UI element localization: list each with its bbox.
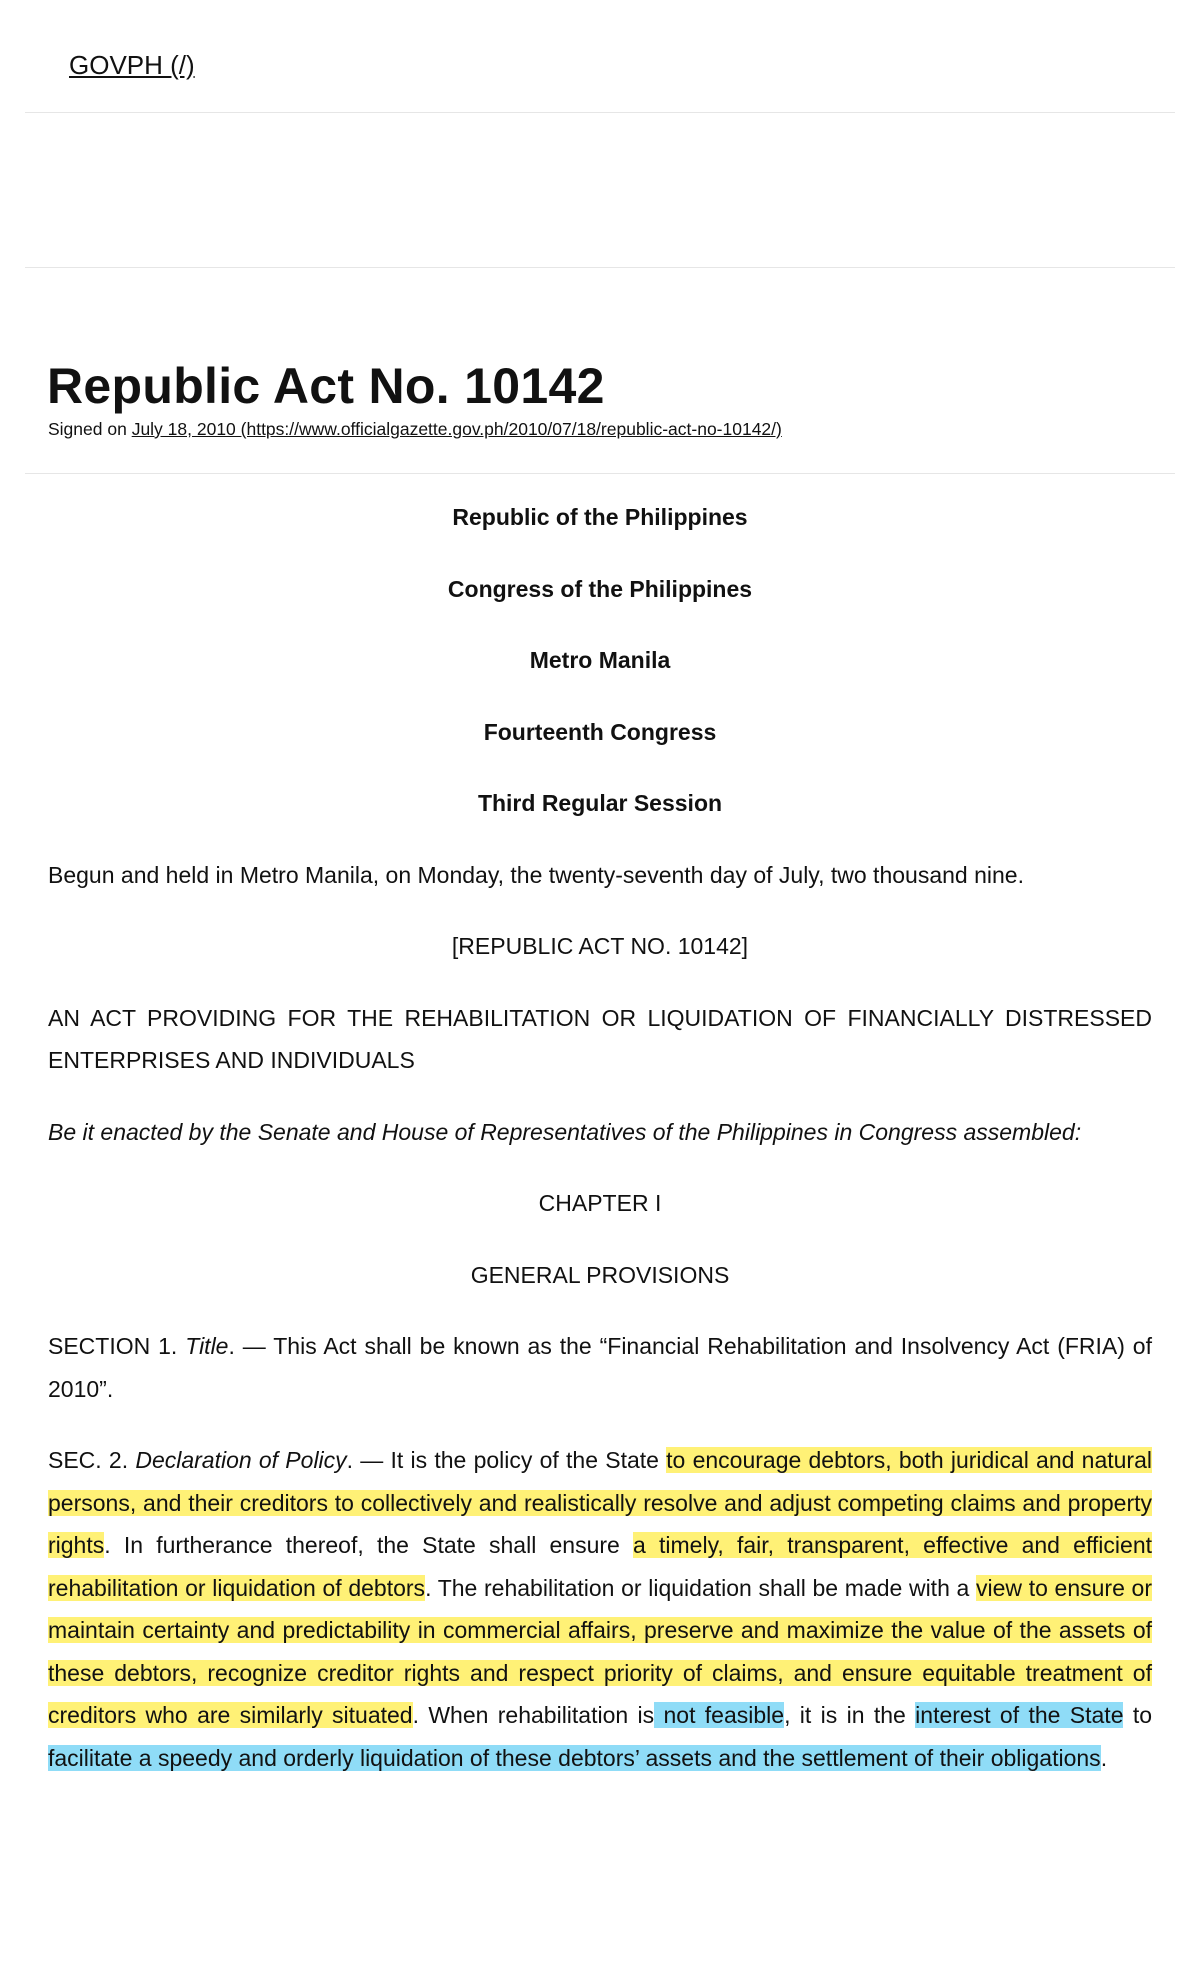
top-navbar: [25, 0, 1175, 113]
document-body: [48, 496, 1152, 1808]
signed-date-line: [48, 419, 782, 440]
section-2-heading: Declaration of Policy: [135, 1447, 347, 1473]
highlight-blue: interest of the State: [915, 1702, 1124, 1728]
highlight-blue: not feasible: [654, 1702, 785, 1728]
section-2-text: to: [1123, 1702, 1153, 1728]
govph-home-link[interactable]: GOVPH (/): [69, 50, 195, 80]
heading-congress-number: Fourteenth Congress: [483, 718, 717, 745]
republic-act-number: [REPUBLIC ACT NO. 10142]: [451, 933, 749, 959]
signed-prefix: Signed on: [48, 419, 132, 439]
section-1-heading: Title: [185, 1333, 229, 1359]
highlight-yellow: a timely, fair, transparent, effective and efficient rehabilitation or liquidation of debtors: [48, 1532, 1153, 1601]
enacting-clause-text: Be it enacted by the Senate and House of Representatives of the Philippines in Congress assembled:: [48, 1118, 1082, 1145]
section-2: [48, 1439, 1152, 1779]
section-2-text: . — It is the policy of the State: [346, 1447, 667, 1473]
section-1: [48, 1325, 1152, 1410]
section-2-text: , it is in the: [784, 1702, 916, 1728]
enacting-clause: [48, 1111, 1152, 1154]
chapter-title: GENERAL PROVISIONS: [470, 1261, 730, 1288]
heading-session: Third Regular Session: [477, 790, 723, 816]
heading-location: Metro Manila: [529, 647, 671, 673]
heading-republic: Republic of the Philippines: [452, 504, 748, 530]
begun-paragraph: Begun and held in Metro Manila, on Monday, the twenty-seventh day of July, two thousand nine.: [48, 861, 1024, 888]
page-title: Republic Act No. 10142: [47, 358, 605, 414]
highlight-yellow: view to ensure or maintain certainty and predictability in commercial affairs, preserve and maximize the value of the assets of these debtors, recognize creditor rights and respect priority of claims, and ensure equitable treatment of creditors who are similarly situated: [48, 1574, 1152, 1728]
banner-area: [25, 112, 1175, 268]
signed-date-link[interactable]: July 18, 2010 (https://www.officialgazette.gov.ph/2010/07/18/republic-act-no-10142/): [131, 419, 782, 439]
section-2-text: .: [1100, 1744, 1108, 1771]
section-2-label: SEC. 2.: [48, 1447, 136, 1473]
article-header: [25, 267, 1175, 474]
section-2-text: . The rehabilitation or liquidation shall be made with a: [425, 1574, 976, 1601]
highlight-blue: facilitate a speedy and orderly liquidation of these debtors’ assets and the settlement of their obligations: [48, 1744, 1101, 1771]
act-title: AN ACT PROVIDING FOR THE REHABILITATION OR LIQUIDATION OF FINANCIALLY DISTRESSED ENTERPRISES AND INDIVIDUALS: [48, 1004, 1152, 1073]
section-1-label: SECTION 1.: [48, 1333, 186, 1359]
chapter-number: CHAPTER I: [538, 1190, 662, 1216]
section-2-text: . In furtherance thereof, the State shall ensure: [104, 1532, 634, 1558]
highlight-yellow: to encourage debtors, both juridical and natural persons, and their creditors to collectively and realistically resolve and adjust competing claims and property rights: [48, 1447, 1152, 1558]
heading-congress: Congress of the Philippines: [447, 575, 753, 602]
section-2-text: . When rehabilitation is: [412, 1702, 655, 1728]
section-1-text: . — This Act shall be known as the “Financial Rehabilitation and Insolvency Act (FRIA) of 2010”.: [48, 1333, 1152, 1402]
